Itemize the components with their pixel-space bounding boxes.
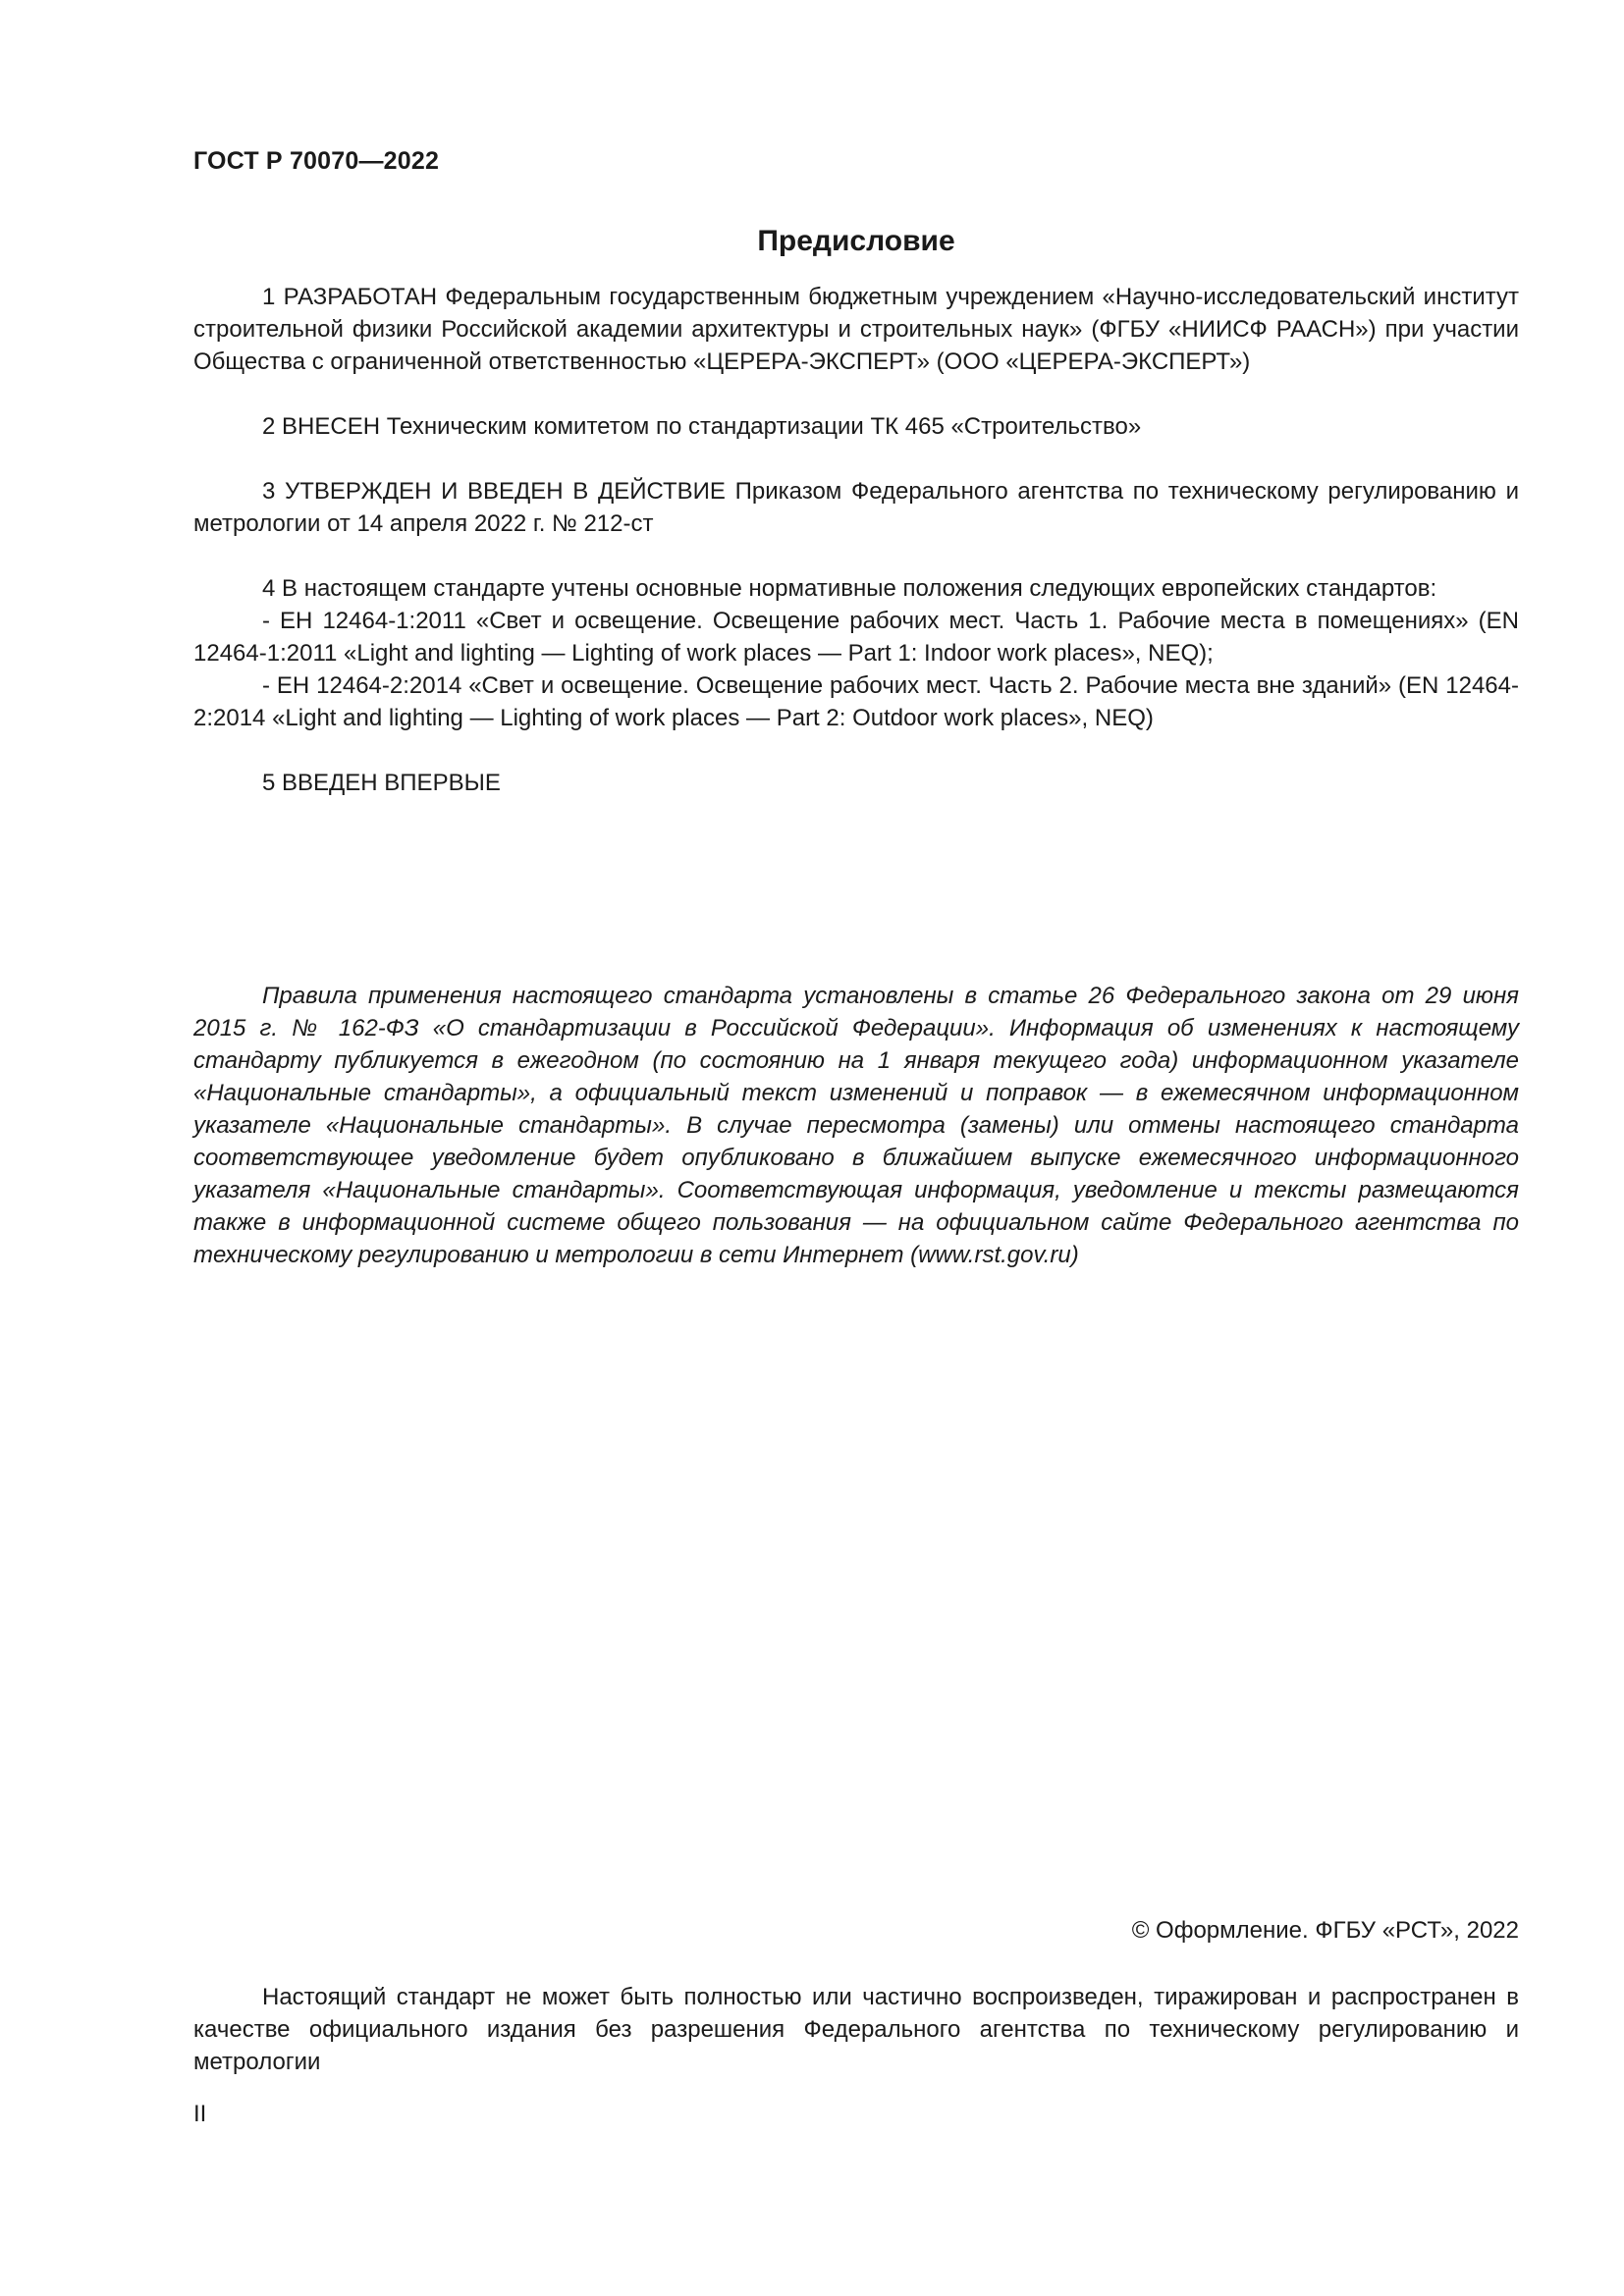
foreword-item-introduced: 5 ВВЕДЕН ВПЕРВЫЕ xyxy=(262,770,501,796)
foreword-item-european-standards: 4 В настоящем стандарте учтены основные нормативные положения следующих европейских стандартов: xyxy=(262,575,1437,602)
foreword-standard-en-12464-1: - ЕН 12464-1:2011 «Свет и освещение. Освещение рабочих мест. Часть 1. Рабочие места в помещениях» (EN 12464-1:2011 «Light and lighting — Lighting of work places — Part 1: Indoor work places», NEQ); xyxy=(193,608,1519,667)
copyright-line: © Оформление. ФГБУ «РСТ», 2022 xyxy=(1131,1917,1519,1944)
foreword-item-approved: 3 УТВЕРЖДЕН И ВВЕДЕН В ДЕЙСТВИЕ Приказом Федерального агентства по техническому регулированию и метрологии от 14 апреля 2022 г. № 212-ст xyxy=(193,478,1519,537)
foreword-standard-en-12464-2: - ЕН 12464-2:2014 «Свет и освещение. Освещение рабочих мест. Часть 2. Рабочие места вне зданий» (EN 12464-2:2014 «Light and lighting — Lighting of work places — Part 2: Outdoor work places», NEQ) xyxy=(193,672,1519,731)
foreword-item-submitted: 2 ВНЕСЕН Техническим комитетом по стандартизации ТК 465 «Строительство» xyxy=(262,413,1142,440)
foreword-item-developed: 1 РАЗРАБОТАН Федеральным государственным бюджетным учреждением «Научно-исследовательский институт строительной физики Российской академии архитектуры и строительных наук» (ФГБУ «НИИСФ РААСН») при участии Общества с ограниченной ответственностью «ЦЕРЕРА-ЭКСПЕРТ» (ООО «ЦЕРЕРА-ЭКСПЕРТ») xyxy=(193,284,1519,375)
reproduction-notice: Настоящий стандарт не может быть полностью или частично воспроизведен, тиражирован и распространен в качестве официального издания без разрешения Федерального агентства по техническому регулированию и метрологии xyxy=(193,1984,1519,2075)
document-code: ГОСТ Р 70070—2022 xyxy=(193,147,440,175)
page-number: II xyxy=(193,2101,207,2127)
foreword-section xyxy=(193,222,1519,831)
legal-notice: Правила применения настоящего стандарта установлены в статье 26 Федерального закона от 29 июня 2015 г. № 162-ФЗ «О стандартизации в Российской Федерации». Информация об изменениях к настоящему стандарту публикуется в ежегодном (по состоянию на 1 января текущего года) информационном указателе «Национальные стандарты», а официальный текст изменений и поправок — в ежемесячном информационном указателе «Национальные стандарты». В случае пересмотра (замены) или отмены настоящего стандарта соответствующее уведомление будет опубликовано в ближайшем выпуске ежемесячного информационного указателя «Национальные стандарты». Соответствующая информация, уведомление и тексты размещаются также в информационной системе общего пользования — на официальном сайте Федерального агентства по техническому регулированию и метрологии в сети Интернет (www.rst.gov.ru) xyxy=(193,983,1519,1268)
foreword-title: Предисловие xyxy=(757,225,955,257)
